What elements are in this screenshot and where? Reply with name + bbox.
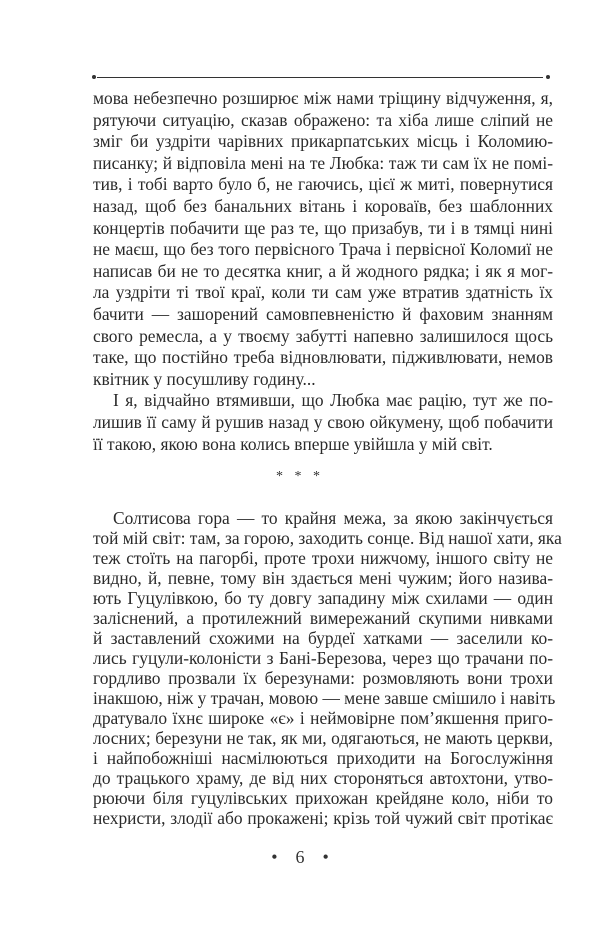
text-line: рятуючи ситуацію, сказав ображено: та хіба лише сліпий не bbox=[93, 109, 553, 130]
text-line: назад, щоб без банальних вітань і короваїв, без шаблонних bbox=[93, 195, 553, 216]
page-number-footer bbox=[0, 846, 600, 868]
text-line: й заставлений схожими на бурдеї хатками — заселили ко- bbox=[93, 628, 553, 648]
text-line: бачити — зашорений самовпевненістю й фаховим знанням bbox=[93, 303, 553, 324]
text-line: не маєш, що без того первісного Трача і первісної Коломиї не bbox=[93, 239, 553, 260]
text-line: до трацького храму, де від них стороняться автохтони, утво- bbox=[93, 768, 553, 788]
text-line: той мій світ: там, за горою, заходить сонце. Від нашої хати, яка bbox=[93, 528, 562, 548]
text-line: свого ремесла, а у твоєму забутті напевно залишилося щось bbox=[93, 325, 553, 346]
text-line: гордливо прозвали їх березунами: розмовляють вони трохи bbox=[93, 668, 553, 688]
text-line: рюючи біля гуцулівських прихожан крейдяне коло, ніби то bbox=[93, 788, 553, 808]
section-separator: * * * bbox=[276, 469, 324, 484]
text-line: її такою, якою вона колись вперше увійшла у мій світ. bbox=[93, 433, 493, 454]
text-line: заліснений, а протилежний вимережаний скупими нивками bbox=[93, 608, 553, 628]
text-line: таке, що постійно треба відновлювати, підживлювати, немов bbox=[93, 347, 553, 368]
text-line: писанку; й відповіла мені на те Любка: таж ти сам їх не помі- bbox=[93, 152, 553, 173]
header-rule-dot-left bbox=[92, 75, 96, 79]
text-line: теж стоїть на пагорбі, проте трохи нижчому, іншого світу не bbox=[93, 548, 553, 568]
text-line: лишив її саму й рушив назад у свою ойкумену, щоб побачити bbox=[93, 411, 553, 432]
text-line: квітник у посушливу годину... bbox=[93, 368, 316, 389]
text-line: написав би не то десятка книг, а й жодного рядка; і як я мог- bbox=[93, 260, 553, 281]
text-line: ла уздріти ті твої краї, коли ти сам уже втратив здатність їх bbox=[93, 282, 553, 303]
text-line: ють Гуцулівкою, бо ту довгу западину між схилами — один bbox=[93, 588, 553, 608]
text-line: і найпобожніші насмілюються приходити на Богослужіння bbox=[93, 748, 553, 768]
page-number: 6 bbox=[295, 847, 305, 867]
text-line: Солтисова гора — то крайня межа, за якою закінчується bbox=[113, 508, 553, 528]
text-line: І я, відчайно втямивши, що Любка має рацію, тут же по- bbox=[113, 390, 553, 411]
text-line: мова небезпечно розширює між нами тріщину відчуження, я, bbox=[93, 88, 553, 108]
header-rule-dot-right bbox=[546, 75, 550, 79]
header-rule bbox=[97, 77, 543, 78]
bullet-right: • bbox=[322, 847, 329, 867]
text-line: концертів побачити ще раз те, що призабув, ти і в тямці нині bbox=[93, 217, 553, 238]
text-line: дратувало їхнє широке «є» і неймовірне пом’якшення приго- bbox=[93, 708, 553, 728]
body-text-top bbox=[93, 88, 553, 455]
text-line: лись гуцули-колоністи з Бані-Березова, через що трачани по- bbox=[93, 648, 553, 668]
bullet-left: • bbox=[271, 847, 278, 867]
text-line: інакшою, ніж у трачан, мовою — мене завше смішило і навіть bbox=[93, 688, 556, 708]
text-line: зміг би уздріти чарівних прикарпатських місць і Коломию- bbox=[93, 131, 553, 152]
text-line: видно, й, певне, тому він здається мені чужим; його назива- bbox=[93, 568, 553, 588]
text-line: лосних; березуни не так, як ми, одягаються, не мають церкви, bbox=[93, 728, 553, 748]
body-text-bottom bbox=[93, 508, 562, 828]
text-line: тив, і тобі варто було б, не гаючись, цієї ж миті, повернутися bbox=[93, 174, 553, 195]
text-line: нехристи, злодії або прокажені; крізь той чужий світ протікає bbox=[93, 808, 553, 828]
